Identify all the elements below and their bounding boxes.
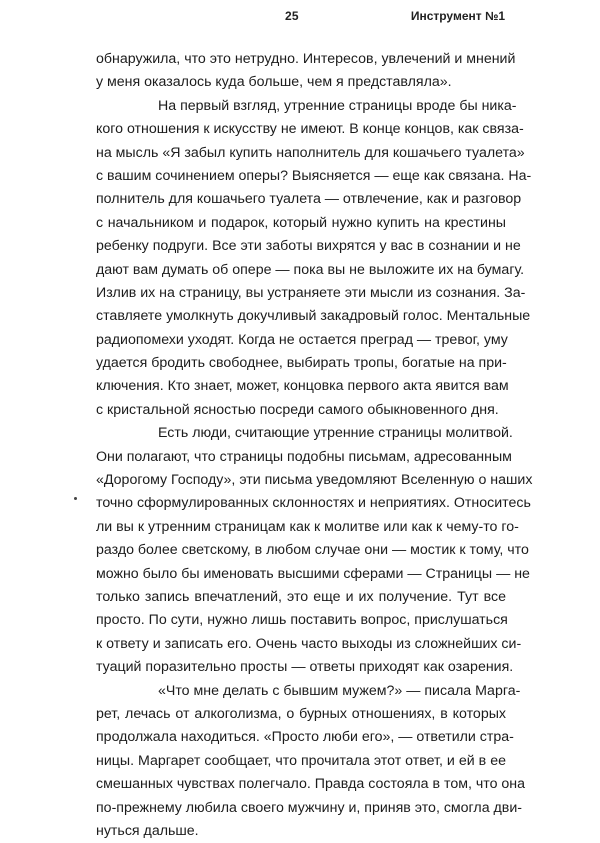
body-text	[96, 48, 533, 843]
text-line: только запись впечатлений, это еще и их получение. Тут все	[96, 588, 506, 605]
text-line: дают вам думать об опере — пока вы не выложите их на бумагу.	[96, 261, 525, 278]
text-line: На первый взгляд, утренние страницы вроде бы ника-	[158, 97, 517, 114]
text-line: точно сформулированных склонностях и неприятиях. Относитесь	[96, 495, 531, 512]
text-line: с начальником и подарок, который нужно купить на крестины	[96, 214, 506, 231]
text-line: ключения. Кто знает, может, концовка первого акта явится вам	[96, 378, 509, 395]
text-line: Они полагают, что страницы подобны письмам, адресованным	[96, 448, 512, 465]
text-line: у меня оказалось куда больше, чем я представляла».	[96, 74, 452, 91]
text-line: ницы. Маргарет сообщает, что прочитала этот ответ, и ей в ее	[96, 752, 506, 769]
margin-mark	[74, 497, 77, 500]
text-line: ребенку подруги. Все эти заботы вихрятся у вас в сознании и не	[96, 238, 521, 255]
text-line: полнитель для кошачьего туалета — отвлечение, как и разговор	[96, 191, 522, 208]
page-header	[0, 9, 600, 25]
text-line: по-прежнему любила своего мужчину и, приняв это, смогла дви-	[96, 799, 522, 816]
text-line: радиопомехи уходят. Когда не остается преград — тревог, уму	[96, 331, 508, 348]
text-line: на мысль «Я забыл купить наполнитель для кошачьего туалета»	[96, 144, 525, 161]
text-line: раздо более светскому, в любом случае они — мостик к тому, что	[96, 542, 529, 559]
text-line: просто. По сути, нужно лишь поставить вопрос, прислушаться	[96, 612, 508, 629]
text-line: обнаружила, что это нетрудно. Интересов, увлечений и мнений	[96, 51, 516, 67]
text-line: смешанных чувствах полегчало. Правда состояла в том, что она	[96, 776, 526, 793]
text-line: Излив их на страницу, вы устраняете эти мысли из сознания. За-	[96, 284, 526, 301]
text-line: «Что мне делать с бывшим мужем?» — писала Марга-	[158, 682, 521, 699]
text-line: Есть люди, считающие утренние страницы молитвой.	[158, 425, 513, 442]
text-line: нуться дальше.	[96, 822, 199, 839]
text-line: туаций поразительно просты — ответы приходят как озарения.	[96, 659, 514, 676]
text-line: удается бродить свободнее, выбирать тропы, богатые на при-	[96, 355, 507, 372]
running-head: Инструмент №1	[410, 9, 505, 23]
text-line: можно было бы именовать высшими сферами — Страницы — не	[96, 565, 530, 582]
text-line: продолжала находиться. «Просто люби его», — ответили стра-	[96, 729, 514, 746]
text-line: кого отношения к искусству не имеют. В конце концов, как связа-	[96, 121, 524, 138]
text-line: с кристальной ясностью посреди самого обыкновенного дня.	[96, 401, 499, 418]
text-line: ли вы к утренним страницам как к молитве или как к чему-то го-	[96, 518, 519, 535]
text-line: рет, лечась от алкоголизма, о бурных отношениях, в которых	[96, 705, 506, 722]
text-line: к ответу и записать его. Очень часто выходы из сложнейших си-	[96, 635, 522, 652]
text-line: с вашим сочинением оперы? Выясняется — еще как связана. На-	[96, 167, 532, 184]
text-line: ставляете умолкнуть докучливый закадровый голос. Ментальные	[96, 308, 531, 325]
text-line: «Дорогому Господу», эти письма уведомляют Вселенную о наших	[96, 472, 533, 489]
page-number: 25	[285, 9, 299, 23]
